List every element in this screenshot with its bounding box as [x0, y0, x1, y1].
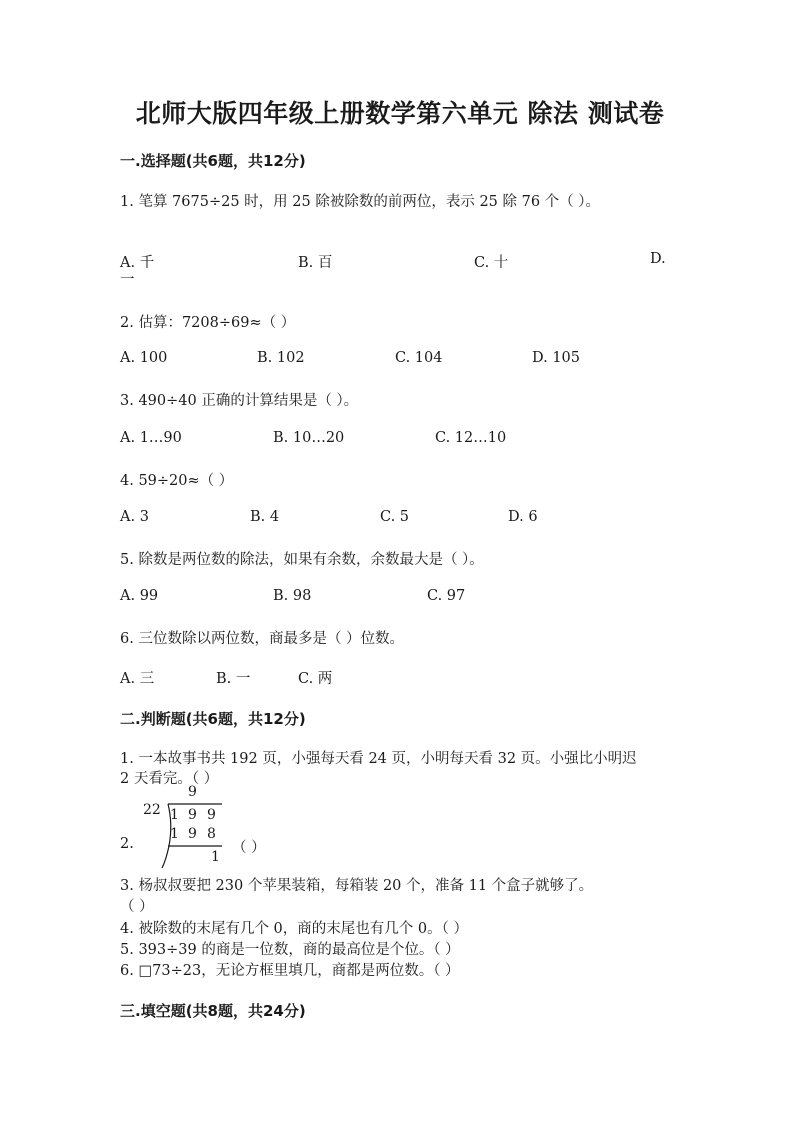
question-6: 6. 三位数除以两位数，商最多是（ ）位数。 [120, 631, 405, 647]
long-division-quotient: 9 [188, 784, 197, 800]
long-division-figure [140, 784, 230, 870]
q2-option-a: A. 100 [120, 350, 168, 366]
long-division-remainder: 1 [211, 849, 220, 865]
q4-option-a: A. 3 [120, 509, 149, 525]
judge-question-6: 6. □73÷23，无论方框里填几，商都是两位数。（ ） [120, 963, 460, 979]
judge-question-3-line2: （ ） [120, 899, 154, 915]
q2-option-d: D. 105 [532, 350, 581, 366]
q6-option-a: A. 三 [120, 671, 155, 687]
question-2: 2. 估算：7208÷69≈（ ） [120, 315, 296, 331]
page-title: 北师大版四年级上册数学第六单元 除法 测试卷 [135, 99, 665, 128]
q6-option-c: C. 两 [298, 671, 333, 687]
q5-option-a: A. 99 [120, 588, 159, 604]
judge-question-1-line2: 2 天看完。（ ） [120, 771, 219, 787]
question-1: 1. 笔算 7675÷25 时，用 25 除被除数的前两位，表示 25 除 76 个（ ）。 [120, 194, 601, 210]
long-division-product-digit: 8 [207, 826, 216, 842]
judge-question-5: 5. 393÷39 的商是一位数，商的最高位是个位。（ ） [120, 942, 460, 958]
judge-question-1-line1: 1. 一本故事书共 192 页，小强每天看 24 页，小明每天看 32 页。小强比小明迟 [120, 751, 637, 767]
judge-question-2-paren: （ ） [232, 840, 266, 856]
q1-option-d: D. [650, 251, 666, 267]
long-division-dividend-digit: 9 [188, 807, 197, 823]
judge-question-3-line1: 3. 杨叔叔要把 230 个苹果装箱，每箱装 20 个，准备 11 个盒子就够了。 [120, 878, 594, 894]
q4-option-d: D. 6 [508, 509, 538, 525]
q1-option-d-wrap: 一 [120, 272, 135, 288]
q5-option-b: B. 98 [273, 588, 312, 604]
judge-question-2-label: 2. [120, 836, 134, 852]
q3-option-a: A. 1…90 [120, 430, 182, 446]
q2-option-b: B. 102 [257, 350, 305, 366]
question-4: 4. 59÷20≈（ ） [120, 473, 234, 489]
section-heading-fill-blank: 三.填空题(共8题，共24分) [120, 1002, 306, 1020]
long-division-product-digit: 9 [188, 826, 197, 842]
q1-option-c: C. 十 [474, 255, 509, 271]
long-division-dividend-digit: 9 [207, 807, 216, 823]
long-division-dividend-digit: 1 [170, 807, 179, 823]
q5-option-c: C. 97 [427, 588, 466, 604]
q4-option-c: C. 5 [380, 509, 410, 525]
q3-option-b: B. 10…20 [273, 430, 345, 446]
judge-question-4: 4. 被除数的末尾有几个 0，商的末尾也有几个 0。（ ） [120, 921, 468, 937]
q4-option-b: B. 4 [250, 509, 280, 525]
q3-option-c: C. 12…10 [435, 430, 507, 446]
question-5: 5. 除数是两位数的除法，如果有余数，余数最大是（ ）。 [120, 552, 484, 568]
question-3: 3. 490÷40 正确的计算结果是（ ）。 [120, 393, 359, 409]
long-division-divisor: 22 [143, 802, 161, 818]
q1-option-b: B. 百 [298, 255, 333, 271]
q1-option-a: A. 千 [120, 255, 155, 271]
section-heading-choice: 一.选择题(共6题，共12分) [120, 152, 306, 170]
long-division-product-digit: 1 [170, 826, 179, 842]
q2-option-c: C. 104 [395, 350, 443, 366]
q6-option-b: B. 一 [216, 671, 251, 687]
section-heading-judgement: 二.判断题(共6题，共12分) [120, 710, 306, 728]
